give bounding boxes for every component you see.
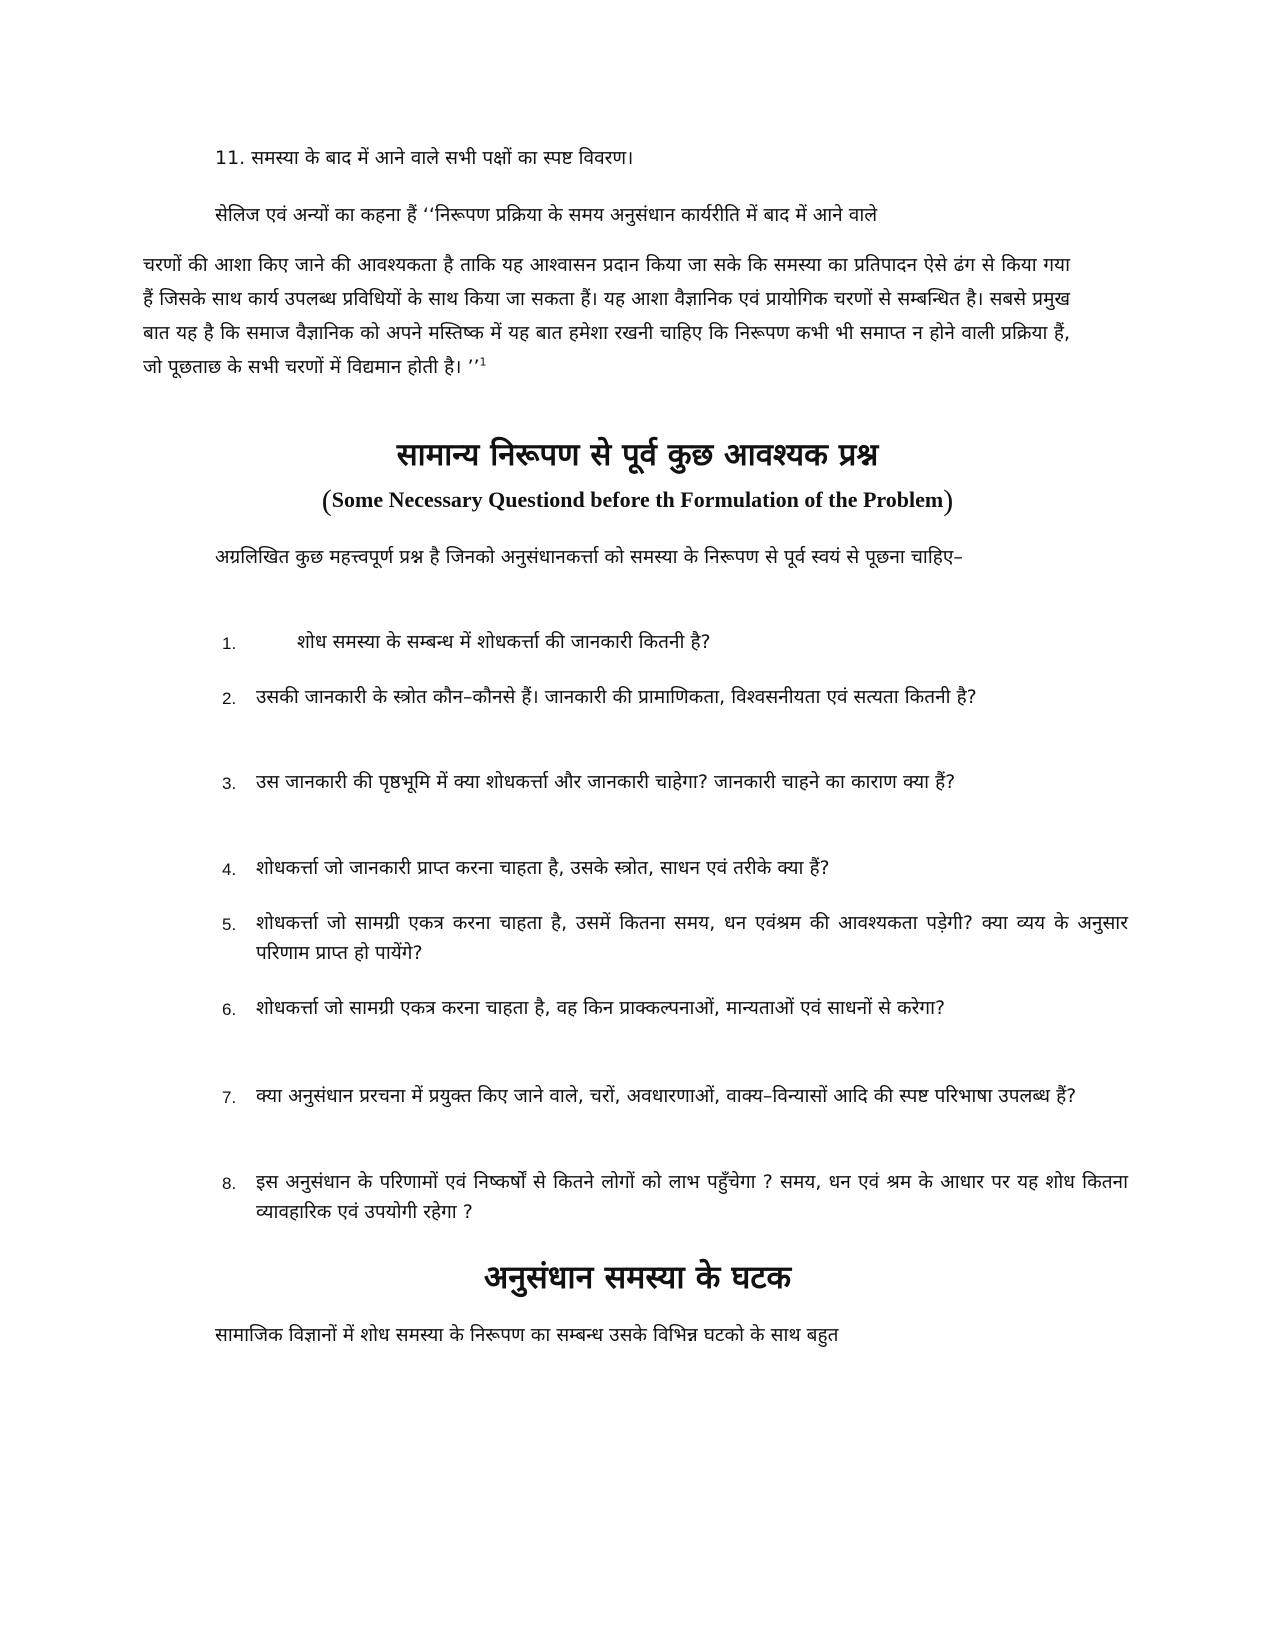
list-text: शोधकर्त्ता जो सामग्री एकत्र करना चाहता है, उसमें कितना समय, धन एवंश्रम की आवश्यकता पड़ेगी? क्या व्यय के अनुसार परिणाम प्राप्त हो पायेंगे? — [256, 912, 1128, 964]
list-number: 4. — [222, 860, 237, 879]
subheading-open-paren: ( — [321, 484, 332, 517]
list-item-11: 11. समस्या के बाद में आने वाले सभी पक्षों का स्पष्ट विवरण। — [215, 147, 634, 169]
list-number: 5. — [222, 915, 237, 934]
section-heading: अनुसंधान समस्या के घटक — [483, 1258, 792, 1296]
list-number: 7. — [222, 1088, 237, 1107]
list-number: 1. — [222, 634, 237, 653]
list-number: 3. — [222, 774, 237, 793]
list-number: 2. — [222, 689, 237, 708]
list-text: इस अनुसंधान के परिणामों एवं निष्कर्षों से कितने लोगों को लाभ पहुँचेगा ? समय, धन एवं श्रम के आधार पर यह शोध कितना व्यावहारिक एवं उपयोगी रहेगा ? — [256, 1171, 1128, 1223]
list-text: उसकी जानकारी के स्त्रोत कौन–कौनसे हैं। जानकारी की प्रामाणिकता, विश्वसनीयता एवं सत्यता कितनी है? — [256, 686, 977, 708]
quote-first-line: सेलिज एवं अन्यों का कहना हैं ‘‘निरूपण प्रक्रिया के समय अनुसंधान कार्यरीति में बाद में आने वाले — [215, 204, 878, 226]
list-text: शोध समस्या के सम्बन्ध में शोधकर्त्ता की जानकारी कितनी है? — [297, 631, 711, 653]
footnote-marker: 1 — [479, 355, 487, 369]
subheading-close-paren: ) — [943, 484, 954, 517]
section-heading: सामान्य निरूपण से पूर्व कुछ आवश्यक प्रश्न — [396, 437, 879, 473]
list-text: शोधकर्त्ता जो जानकारी प्राप्त करना चाहता है, उसके स्त्रोत, साधन एवं तरीके क्या हैं? — [256, 857, 830, 879]
quote-body: चरणों की आशा किए जाने की आवश्यकता है ताकि यह आश्वासन प्रदान किया जा सके कि समस्या का प्रतिपादन ऐसे ढंग से किया गया हैं जिसके साथ कार्य उपलब्ध प्रविधियों के साथ किया जा सकता हैं। यह आशा वैज्ञानिक एवं प्रायोगिक चरणों से सम्बन्धित है। सबसे प्रमुख बात यह है कि समाज वैज्ञानिक को अपने मस्तिष्क में यह बात हमेशा रखनी चाहिए कि निरूपण कभी भी समाप्त न होने वाली प्रक्रिया हैं, जो पूछताछ के सभी चरणों में विद्यमान होती है। ’’ — [143, 254, 1070, 378]
list-text: शोधकर्त्ता जो सामग्री एकत्र करना चाहता है, वह किन प्राक्कल्पनाओं, मान्यताओं एवं साधनों से करेगा? — [256, 997, 946, 1019]
body-text-line: सामाजिक विज्ञानों में शोध समस्या के निरूपण का सम्बन्ध उसके विभिन्न घटको के साथ बहुत — [215, 1324, 839, 1346]
section-subheading — [0, 484, 1275, 518]
list-text: उस जानकारी की पृष्ठभूमि में क्या शोधकर्त्ता और जानकारी चाहेगा? जानकारी चाहने का काराण क्या हैं? — [256, 771, 956, 793]
intro-paragraph: अग्रलिखित कुछ महत्त्वपूर्ण प्रश्न है जिनको अनुसंधानकर्त्ता को समस्या के निरूपण से पूर्व स्वयं से पूछना चाहिए– — [215, 546, 963, 568]
list-number: 8. — [222, 1174, 237, 1193]
list-number: 6. — [222, 1000, 237, 1019]
list-text: क्या अनुसंधान प्ररचना में प्रयुक्त किए जाने वाले, चरों, अवधारणाओं, वाक्य–विन्यासों आदि की स्पष्ट परिभाषा उपलब्ध हैं? — [256, 1085, 1077, 1107]
quote-paragraph — [143, 248, 1070, 384]
subheading-english: Some Necessary Questiond before th Formulation of the Problem — [331, 487, 944, 512]
